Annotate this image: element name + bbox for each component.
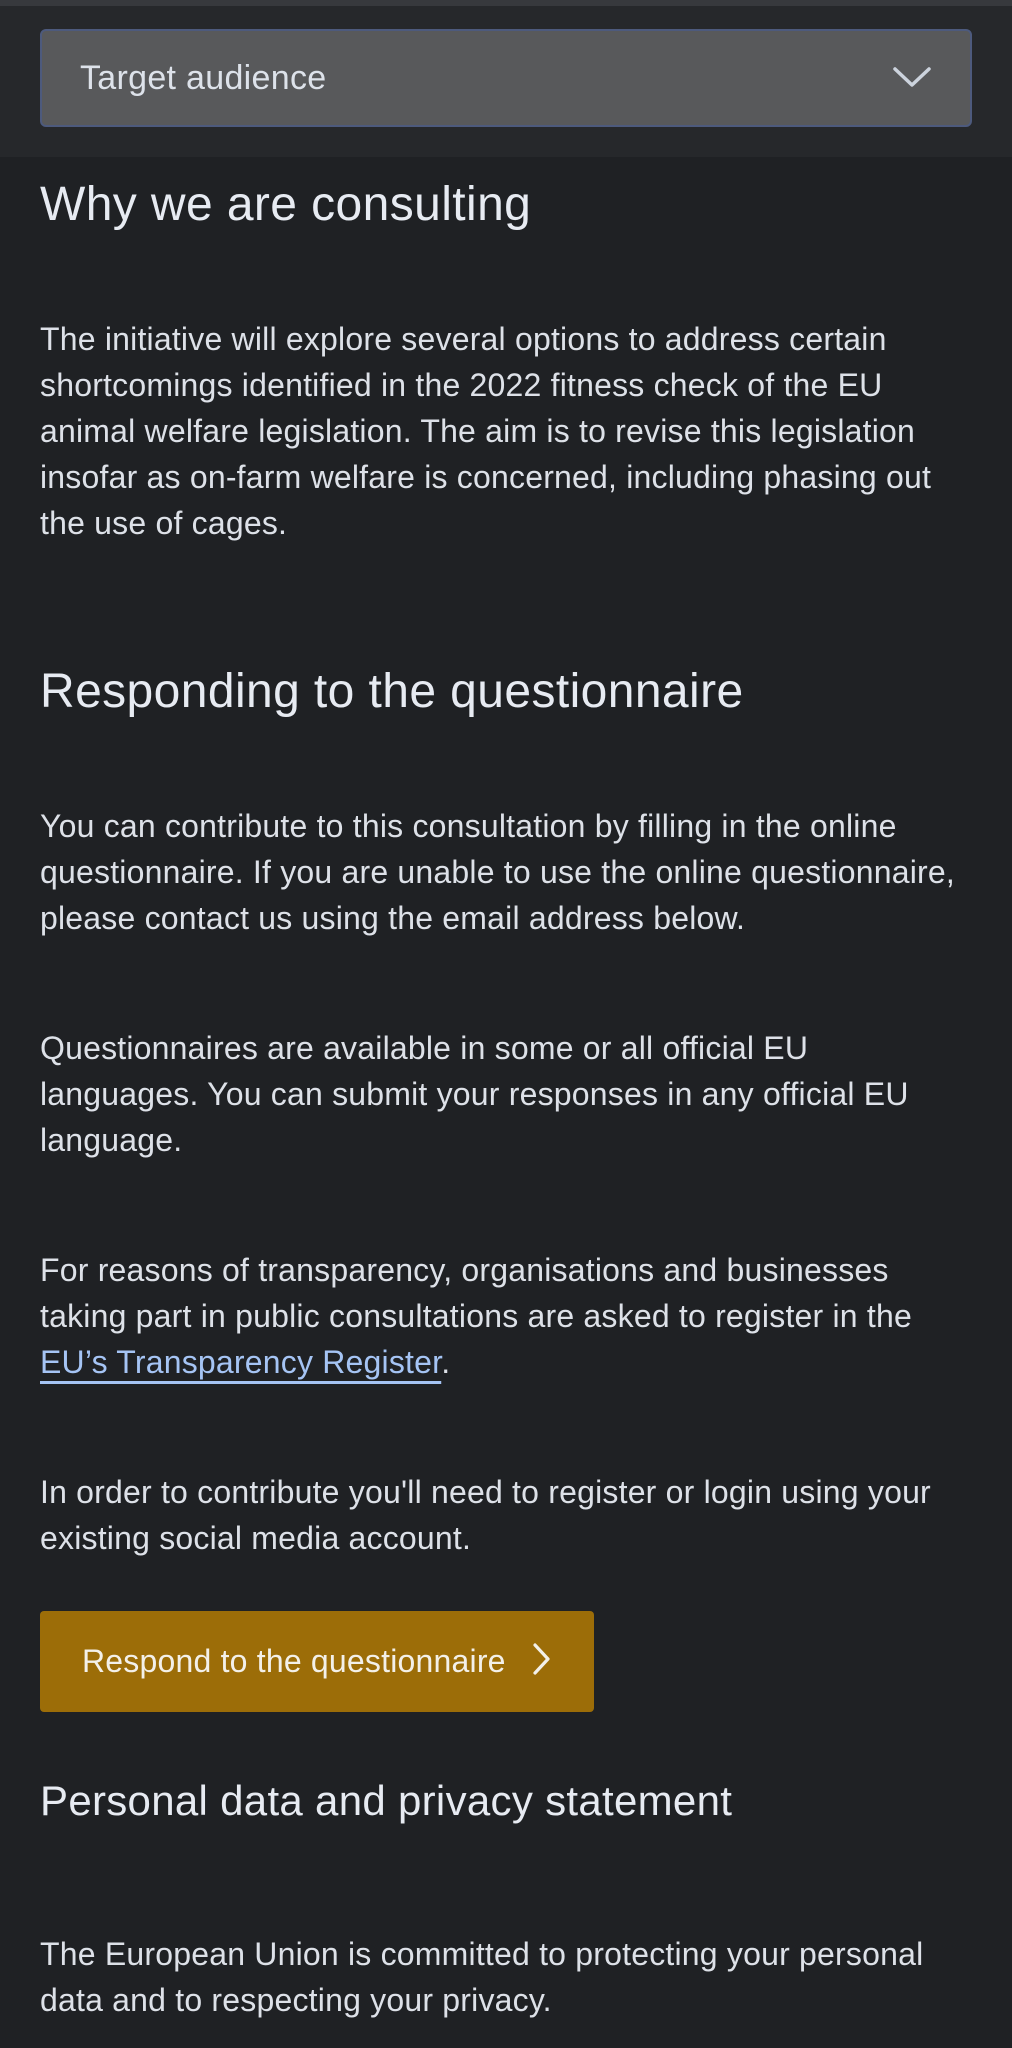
paragraph-contribute: You can contribute to this consultation by filling in the online questionnaire. If you are unable to use the online questionnaire, please contact us using the email address below. <box>40 808 955 936</box>
target-audience-label: Target audience <box>80 58 327 97</box>
respond-questionnaire-button[interactable] <box>40 1611 594 1712</box>
paragraph-languages: Questionnaires are available in some or all official EU languages. You can submit your responses in any official EU language. <box>40 1030 909 1158</box>
paragraph-initiative: The initiative will explore several options to address certain shortcomings identified in the 2022 fitness check of the EU animal welfare legislation. The aim is to revise this legislation insofar as on-farm welfare is concerned, including phasing out the use of cages. <box>40 321 932 541</box>
paragraph-register-login: In order to contribute you'll need to register or login using your existing social media account. <box>40 1474 931 1556</box>
chevron-right-icon <box>532 1642 552 1684</box>
paragraph-transparency-text: For reasons of transparency, organisations and businesses taking part in public consultations are asked to register in the <box>40 1252 912 1334</box>
main-content <box>0 177 1012 2023</box>
cta-button-wrap <box>40 1611 972 1712</box>
section-heading-why-we-are-consulting: Why we are consulting <box>40 178 532 231</box>
paragraph-privacy: The European Union is committed to protecting your personal data and to respecting your privacy. <box>40 1936 924 2018</box>
target-audience-dropdown[interactable] <box>40 29 972 127</box>
paragraph-transparency <box>40 1247 972 1385</box>
respond-questionnaire-button-label: Respond to the questionnaire <box>82 1643 506 1679</box>
chevron-down-icon <box>892 66 932 95</box>
page-header-band <box>0 6 1012 157</box>
section-heading-personal-data: Personal data and privacy statement <box>40 1777 733 1824</box>
section-heading-responding: Responding to the questionnaire <box>40 665 744 718</box>
transparency-register-link[interactable]: EU’s Transparency Register <box>40 1344 442 1380</box>
paragraph-transparency-period: . <box>441 1344 451 1380</box>
